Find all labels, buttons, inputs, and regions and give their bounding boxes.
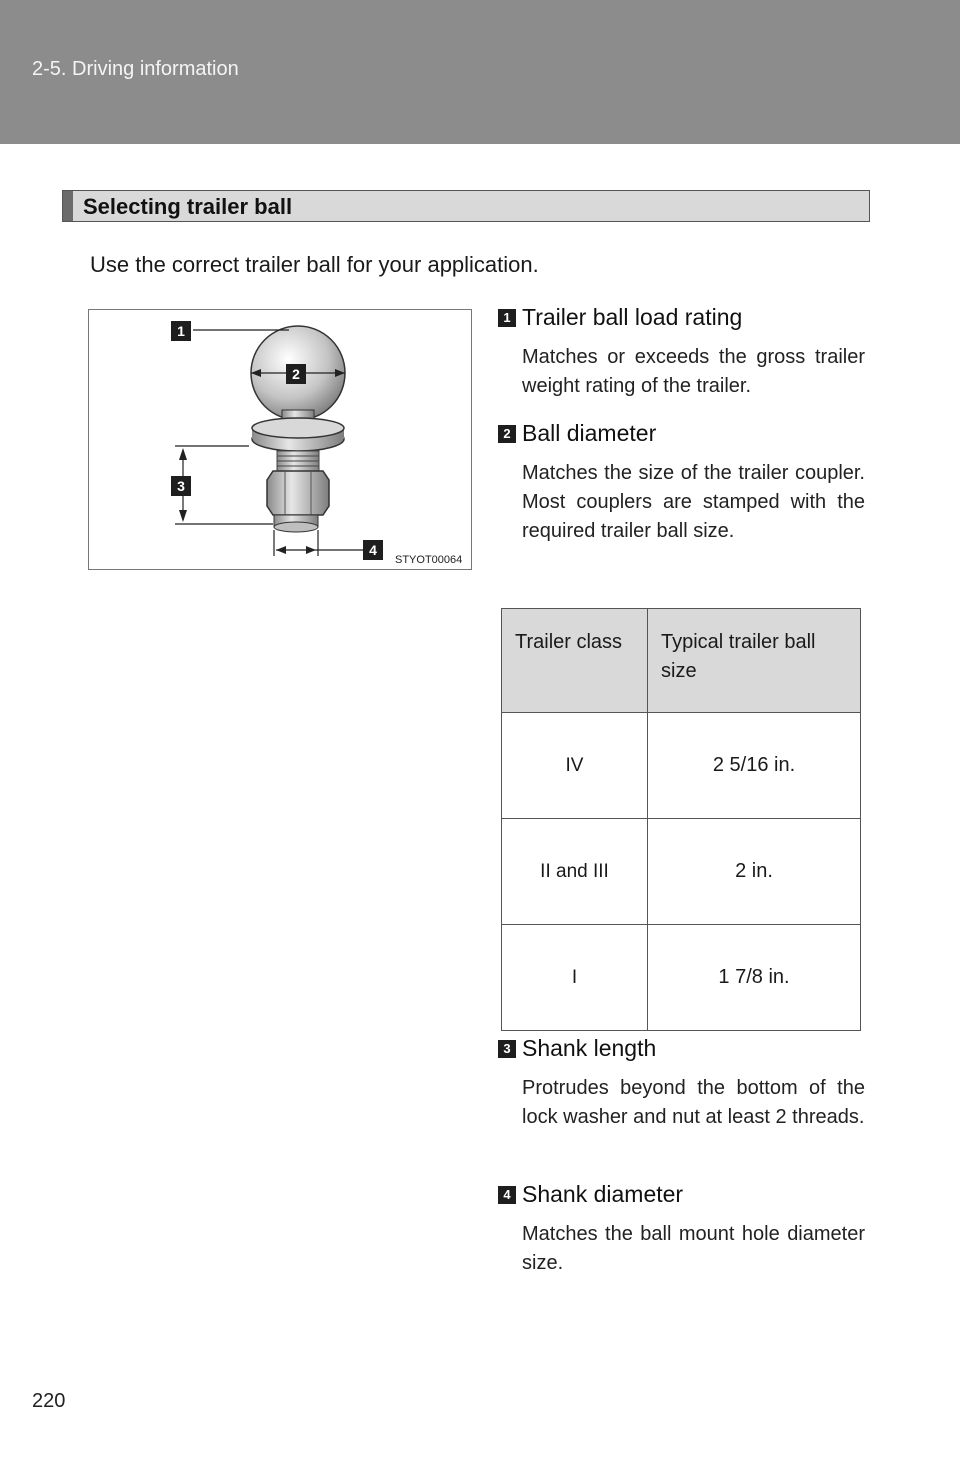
- item-shank-length: [498, 1035, 868, 1132]
- page-number: 220: [32, 1390, 66, 1412]
- svg-text:3: 3: [177, 478, 185, 494]
- item-title: Shank length: [522, 1035, 657, 1061]
- svg-text:2: 2: [292, 366, 300, 382]
- column-header: Trailer class: [502, 609, 648, 713]
- table-row: [502, 925, 861, 1031]
- item-description: Protrudes beyond the bottom of the lock washer and nut at least 2 threads.: [522, 1077, 865, 1128]
- number-badge: 2: [498, 425, 516, 443]
- trailer-class-cell: II and III: [502, 819, 648, 925]
- item-description: Matches the size of the trailer coupler. Most couplers are stamped with the required trailer ball size.: [522, 462, 865, 542]
- ball-size-cell: 2 5/16 in.: [648, 713, 861, 819]
- item-title: Trailer ball load rating: [522, 304, 743, 330]
- item-description: Matches the ball mount hole diameter size.: [522, 1223, 865, 1274]
- item-ball-diameter: [498, 420, 868, 546]
- number-badge: 1: [498, 309, 516, 327]
- svg-text:1: 1: [177, 323, 185, 339]
- item-description: Matches or exceeds the gross trailer weight rating of the trailer.: [522, 346, 865, 397]
- trailer-ball-illustration: [89, 310, 471, 569]
- table-row: [502, 819, 861, 925]
- callout-2: [286, 364, 306, 384]
- callout-3: [171, 476, 191, 496]
- item-title: Shank diameter: [522, 1181, 684, 1207]
- item-load-rating: [498, 304, 868, 401]
- trailer-ball-figure: [88, 309, 472, 570]
- intro-text: Use the correct trailer ball for your application.: [90, 252, 539, 277]
- number-badge: 3: [498, 1040, 516, 1058]
- column-header: Typical trailer ball size: [648, 609, 861, 713]
- page-header: [0, 0, 960, 144]
- item-shank-diameter: [498, 1181, 868, 1278]
- ball-size-cell: 1 7/8 in.: [648, 925, 861, 1031]
- figure-code: STYOT00064: [395, 554, 463, 566]
- table-row: [502, 713, 861, 819]
- number-badge: 4: [498, 1186, 516, 1204]
- callout-4: [363, 540, 383, 560]
- item-title: Ball diameter: [522, 420, 657, 446]
- section-title: Selecting trailer ball: [83, 194, 293, 219]
- chapter-title: 2-5. Driving information: [32, 58, 239, 80]
- trailer-class-cell: IV: [502, 713, 648, 819]
- section-accent: [63, 191, 73, 221]
- trailer-ball-size-table: [501, 608, 861, 1031]
- trailer-class-cell: I: [502, 925, 648, 1031]
- callout-1: [171, 321, 191, 341]
- ball-size-cell: 2 in.: [648, 819, 861, 925]
- table-header-row: [502, 609, 861, 713]
- section-heading: [62, 190, 870, 222]
- svg-text:4: 4: [369, 542, 377, 558]
